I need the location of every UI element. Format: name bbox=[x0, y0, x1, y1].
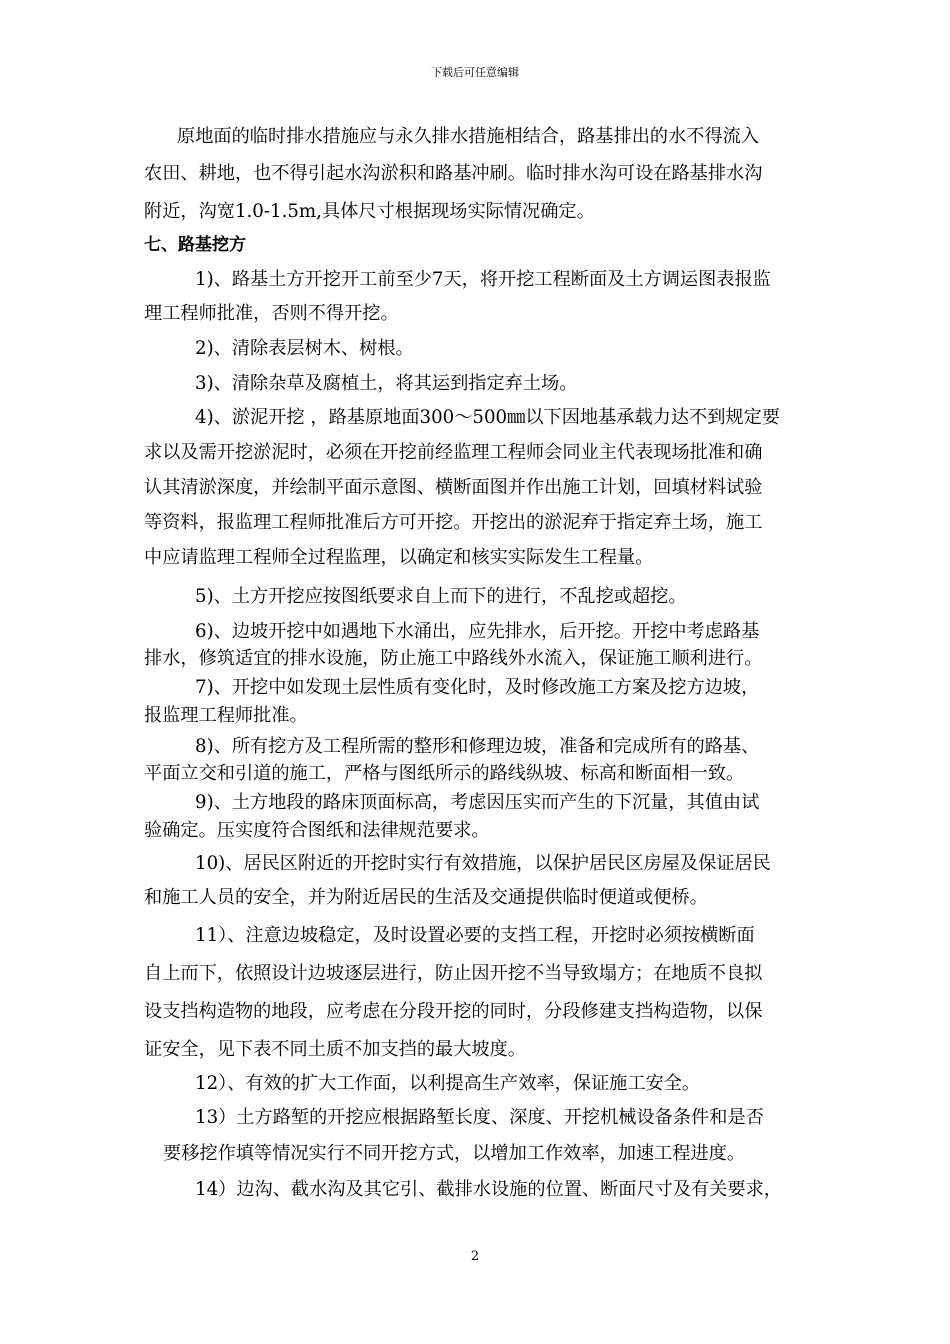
text-line: 5)、土方开挖应按图纸要求自上而下的进行，不乱挖或超挖。 bbox=[195, 586, 687, 607]
text-line: 7)、开挖中如发现土层性质有变化时，及时修改施工方案及挖方边坡， bbox=[195, 677, 760, 698]
text-line: 认其清淤深度，并绘制平面示意图、横断面图并作出施工计划，回填材料试验 bbox=[144, 477, 763, 498]
text-line: 求以及需开挖淤泥时，必须在开挖前经监理工程师会同业主代表现场批准和确 bbox=[144, 442, 763, 463]
text-line: 10)、居民区附近的开挖时实行有效措施，以保护居民区房屋及保证居民 bbox=[195, 853, 771, 874]
text-line: 2)、清除表层树木、树根。 bbox=[195, 338, 414, 359]
text-line: 12）、有效的扩大工作面，以利提高生产效率，保证施工安全。 bbox=[195, 1073, 701, 1094]
text-line: 报监理工程师批准。 bbox=[144, 705, 308, 726]
text-line: 自上而下，依照设计边坡逐层进行，防止因开挖不当导致塌方；在地质不良拟 bbox=[144, 963, 763, 984]
page-header-note: 下载后可任意编辑 bbox=[431, 66, 519, 79]
text-line: 6)、边坡开挖中如遇地下水涌出，应先排水，后开挖。开挖中考虑路基 bbox=[195, 621, 760, 642]
text-line: 3)、清除杂草及腐植土，将其运到指定弃土场。 bbox=[195, 373, 578, 394]
text-line: 14）边沟、截水沟及其它引、截排水设施的位置、断面尺寸及有关要求， bbox=[195, 1179, 782, 1200]
text-line: 等资料，报监理工程师批准后方可开挖。开挖出的淤泥弃于指定弃土场，施工 bbox=[144, 512, 763, 533]
text-line: 原地面的临时排水措施应与永久排水措施相结合，路基排出的水不得流入 bbox=[177, 126, 760, 147]
text-line: 设支挡构造物的地段，应考虑在分段开挖的同时，分段修建支挡构造物，以保 bbox=[144, 1001, 763, 1022]
text-line: 1)、路基土方开挖开工前至少7天，将开挖工程断面及土方调运图表报监 bbox=[195, 269, 771, 290]
text-line: 验确定。压实度符合图纸和法律规范要求。 bbox=[144, 820, 490, 841]
section-heading: 七、路基挖方 bbox=[144, 235, 246, 255]
text-line: 附近，沟宽1.0-1.5m,具体尺寸根据现场实际情况确定。 bbox=[144, 201, 595, 222]
text-line: 平面立交和引道的施工，严格与图纸所示的路线纵坡、标高和断面相一致。 bbox=[144, 763, 745, 784]
text-line: 理工程师批准，否则不得开挖。 bbox=[144, 303, 399, 324]
text-line: 要移挖作填等情况实行不同开挖方式，以增加工作效率，加速工程进度。 bbox=[163, 1143, 746, 1164]
text-line: 证安全，见下表不同土质不加支挡的最大坡度。 bbox=[144, 1039, 526, 1060]
text-line: 排水，修筑适宜的排水设施，防止施工中路线外水流入，保证施工顺利进行。 bbox=[144, 648, 763, 669]
text-line: 中应请监理工程师全过程监理，以确定和核实实际发生工程量。 bbox=[144, 547, 654, 568]
text-line: 9)、土方地段的路床顶面标高，考虑因压实而产生的下沉量，其值由试 bbox=[195, 792, 760, 813]
text-line: 农田、耕地，也不得引起水沟淤积和路基冲刷。临时排水沟可设在路基排水沟 bbox=[144, 163, 763, 184]
page-number: 2 bbox=[470, 1249, 480, 1264]
text-line: 和施工人员的安全，并为附近居民的生活及交通提供临时便道或便桥。 bbox=[144, 887, 708, 908]
text-line: 13）土方路堑的开挖应根据路堑长度、深度、开挖机械设备条件和是否 bbox=[195, 1107, 764, 1128]
text-line: 8)、所有挖方及工程所需的整形和修理边坡，准备和完成所有的路基、 bbox=[195, 736, 760, 757]
text-line: 4)、淤泥开挖 ，路基原地面300～500㎜以下因地基承载力达不到规定要 bbox=[195, 407, 780, 428]
text-line: 11）、注意边坡稳定，及时设置必要的支挡工程，开挖时必须按横断面 bbox=[195, 925, 755, 946]
